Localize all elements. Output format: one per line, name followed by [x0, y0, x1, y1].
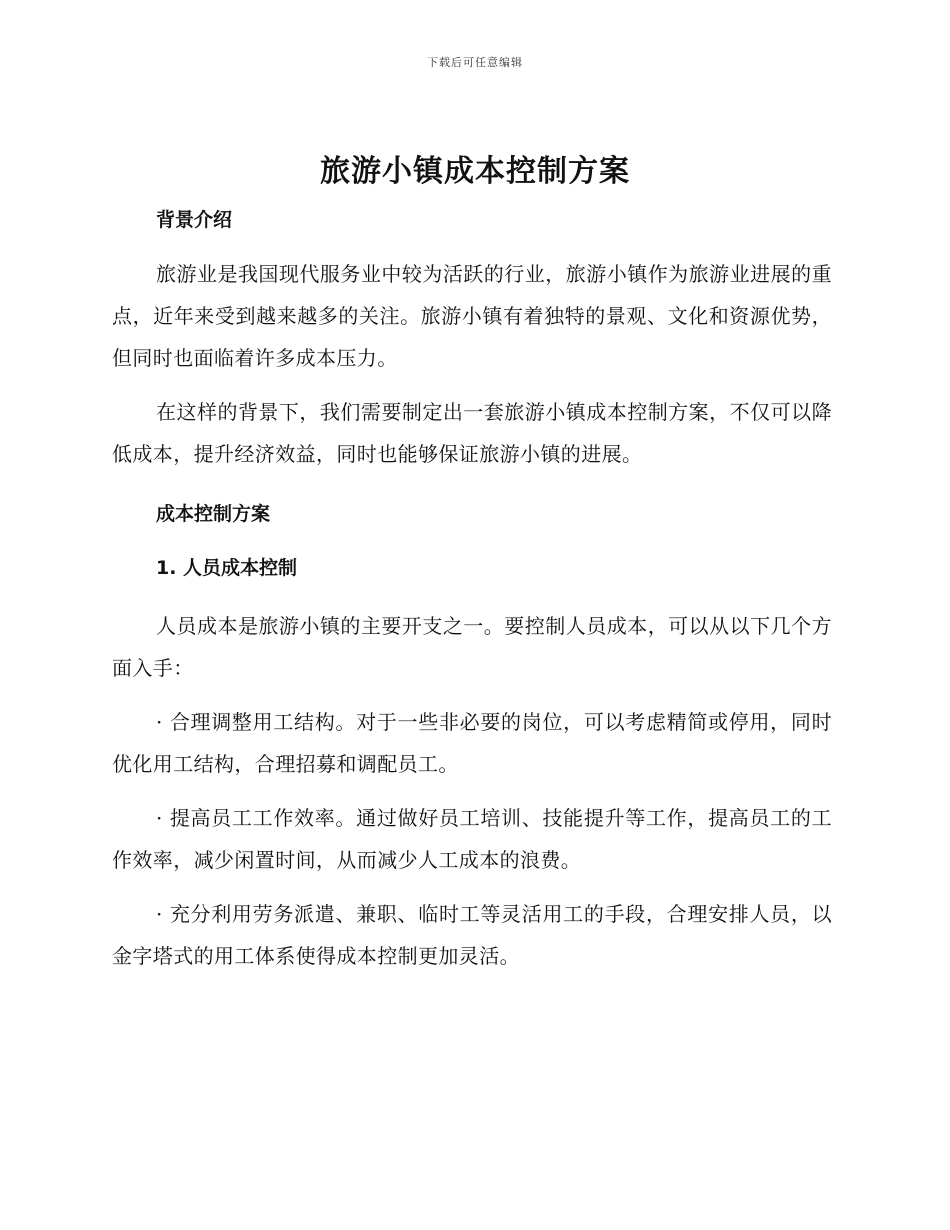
subsection-heading-personnel: 1. 人员成本控制 — [156, 557, 298, 579]
bullet-item-structure: · 合理调整用工结构。对于一些非必要的岗位，可以考虑精简或停用，同时优化用工结构，合理招募和调配员工。 — [112, 710, 832, 776]
section-heading-plan: 成本控制方案 — [156, 503, 271, 525]
section-heading-background: 背景介绍 — [156, 209, 233, 231]
bullet-item-flexible-labor: · 充分利用劳务派遣、兼职、临时工等灵活用工的手段，合理安排人员，以金字塔式的用工体系使得成本控制更加灵活。 — [112, 902, 832, 968]
bullet-item-efficiency: · 提高员工工作效率。通过做好员工培训、技能提升等工作，提高员工的工作效率，减少闲置时间，从而减少人工成本的浪费。 — [112, 806, 832, 872]
paragraph-background-1: 旅游业是我国现代服务业中较为活跃的行业，旅游小镇作为旅游业进展的重点，近年来受到越来越多的关注。旅游小镇有着独特的景观、文化和资源优势，但同时也面临着许多成本压力。 — [112, 262, 832, 370]
document-body — [112, 205, 832, 977]
paragraph-personnel-intro: 人员成本是旅游小镇的主要开支之一。要控制人员成本，可以从以下几个方面入手： — [112, 614, 832, 680]
page-header: 下载后可任意编辑 — [427, 56, 523, 69]
paragraph-background-2: 在这样的背景下，我们需要制定出一套旅游小镇成本控制方案，不仅可以降低成本，提升经济效益，同时也能够保证旅游小镇的进展。 — [112, 400, 832, 466]
document-title: 旅游小镇成本控制方案 — [320, 154, 630, 189]
